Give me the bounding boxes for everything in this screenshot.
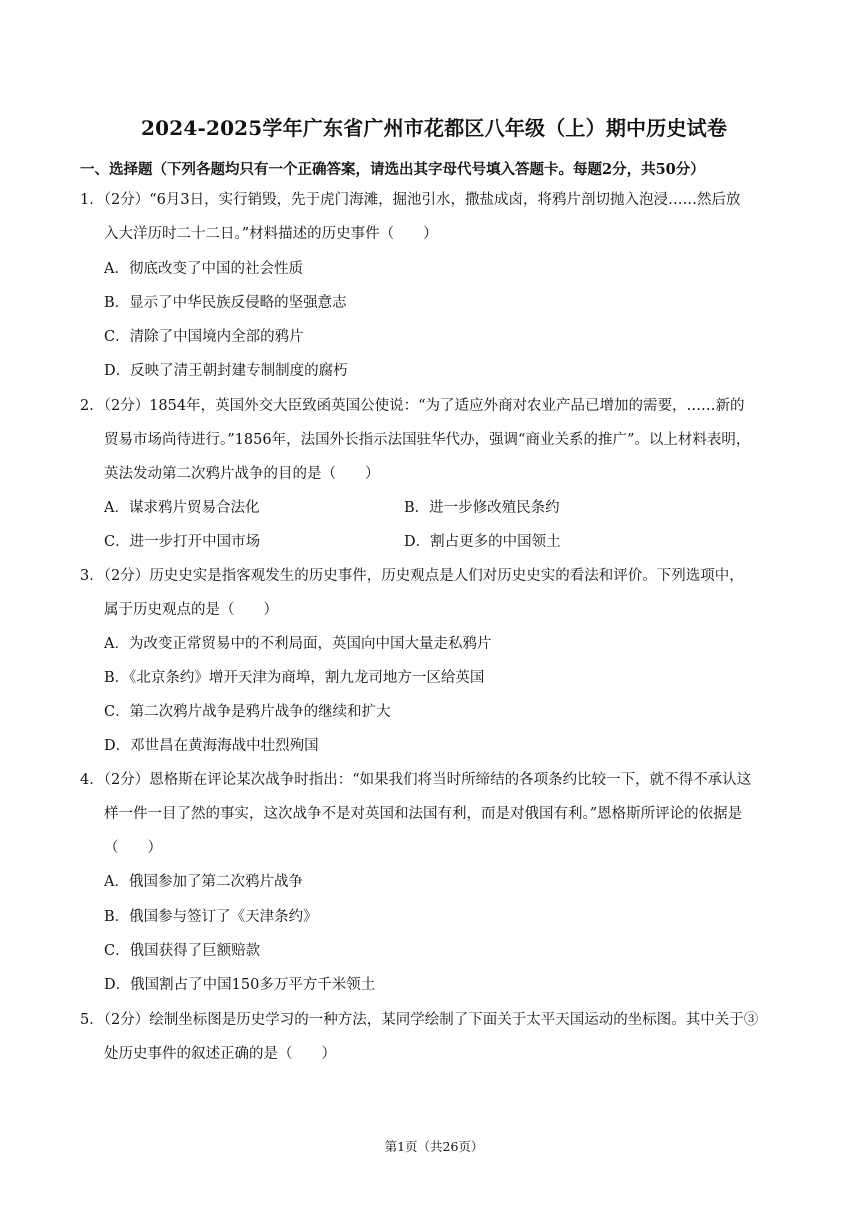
question-3-line-2: 属于历史观点的是（ ） xyxy=(104,602,278,618)
question-1-option-d: D．反映了清王朝封建专制制度的腐朽 xyxy=(104,363,348,379)
question-4-line-1: 4．（2分）恩格斯在评论某次战争时指出：“如果我们将当时所缔结的各项条约比较一下，就不得不承认这 xyxy=(80,772,752,788)
question-3-option-a: A．为改变正常贸易中的不利局面，英国向中国大量走私鸦片 xyxy=(104,636,492,652)
question-2-line-3: 英法发动第二次鸦片战争的目的是（ ） xyxy=(104,466,380,482)
question-2-option-a: A．谋求鸦片贸易合法化 xyxy=(104,500,260,516)
question-4-option-c: C．俄国获得了巨额赔款 xyxy=(104,943,261,959)
question-4-line-2: 样一件一目了然的事实，这次战争不是对英国和法国有利，而是对俄国有利。”恩格斯所评论的依据是 xyxy=(104,806,743,822)
question-1-option-a: A．彻底改变了中国的社会性质 xyxy=(104,261,303,277)
question-5-line-1: 5．（2分）绘制坐标图是历史学习的一种方法，某同学绘制了下面关于太平天国运动的坐标图。其中关于③ xyxy=(80,1012,759,1028)
question-2-line-1: 2．（2分）1854年，英国外交大臣致函英国公使说：“为了适应外商对农业产品已增加的需要，……新的 xyxy=(80,398,745,414)
question-1-option-c: C．清除了中国境内全部的鸦片 xyxy=(104,329,304,345)
question-2-option-c: C．进一步打开中国市场 xyxy=(104,534,261,550)
page-footer: 第1页（共26页） xyxy=(384,1139,484,1154)
question-5-line-2: 处历史事件的叙述正确的是（ ） xyxy=(104,1046,336,1062)
question-1-line-2: 入大洋历时二十二日。”材料描述的历史事件（ ） xyxy=(104,226,438,242)
question-4-option-b: B．俄国参与签订了《天津条约》 xyxy=(104,909,318,925)
section-header: 一、选择题（下列各题均只有一个正确答案，请选出其字母代号填入答题卡。每题2分，共50分） xyxy=(80,161,705,178)
question-1-line-1: 1．（2分）“6月3日，实行销毁，先于虎门海滩，掘池引水，撒盐成卤，将鸦片剖切抛入泡浸……然后放 xyxy=(80,192,741,208)
question-4-option-d: D．俄国割占了中国150多万平方千米领土 xyxy=(104,977,376,993)
question-2-line-2: 贸易市场尚待进行。”1856年，法国外长指示法国驻华代办，强调“商业关系的推广”。以上材料表明， xyxy=(104,432,751,448)
question-2-option-b: B．进一步修改殖民条约 xyxy=(404,500,560,516)
exam-title: 2024-2025学年广东省广州市花都区八年级（上）期中历史试卷 xyxy=(140,116,728,140)
question-3-option-d: D．邓世昌在黄海海战中壮烈殉国 xyxy=(104,738,319,754)
question-3-line-1: 3．（2分）历史史实是指客观发生的历史事件，历史观点是人们对历史史实的看法和评价。下列选项中， xyxy=(80,568,744,584)
question-4-option-a: A．俄国参加了第二次鸦片战争 xyxy=(104,874,303,890)
question-2-option-d: D．割占更多的中国领土 xyxy=(404,534,561,550)
question-1-option-b: B．显示了中华民族反侵略的坚强意志 xyxy=(104,295,347,311)
question-3-option-b: B．《北京条约》增开天津为商埠，割九龙司地方一区给英国 xyxy=(104,670,485,686)
question-4-line-3: （ ） xyxy=(104,840,162,856)
question-3-option-c: C．第二次鸦片战争是鸦片战争的继续和扩大 xyxy=(104,704,391,720)
